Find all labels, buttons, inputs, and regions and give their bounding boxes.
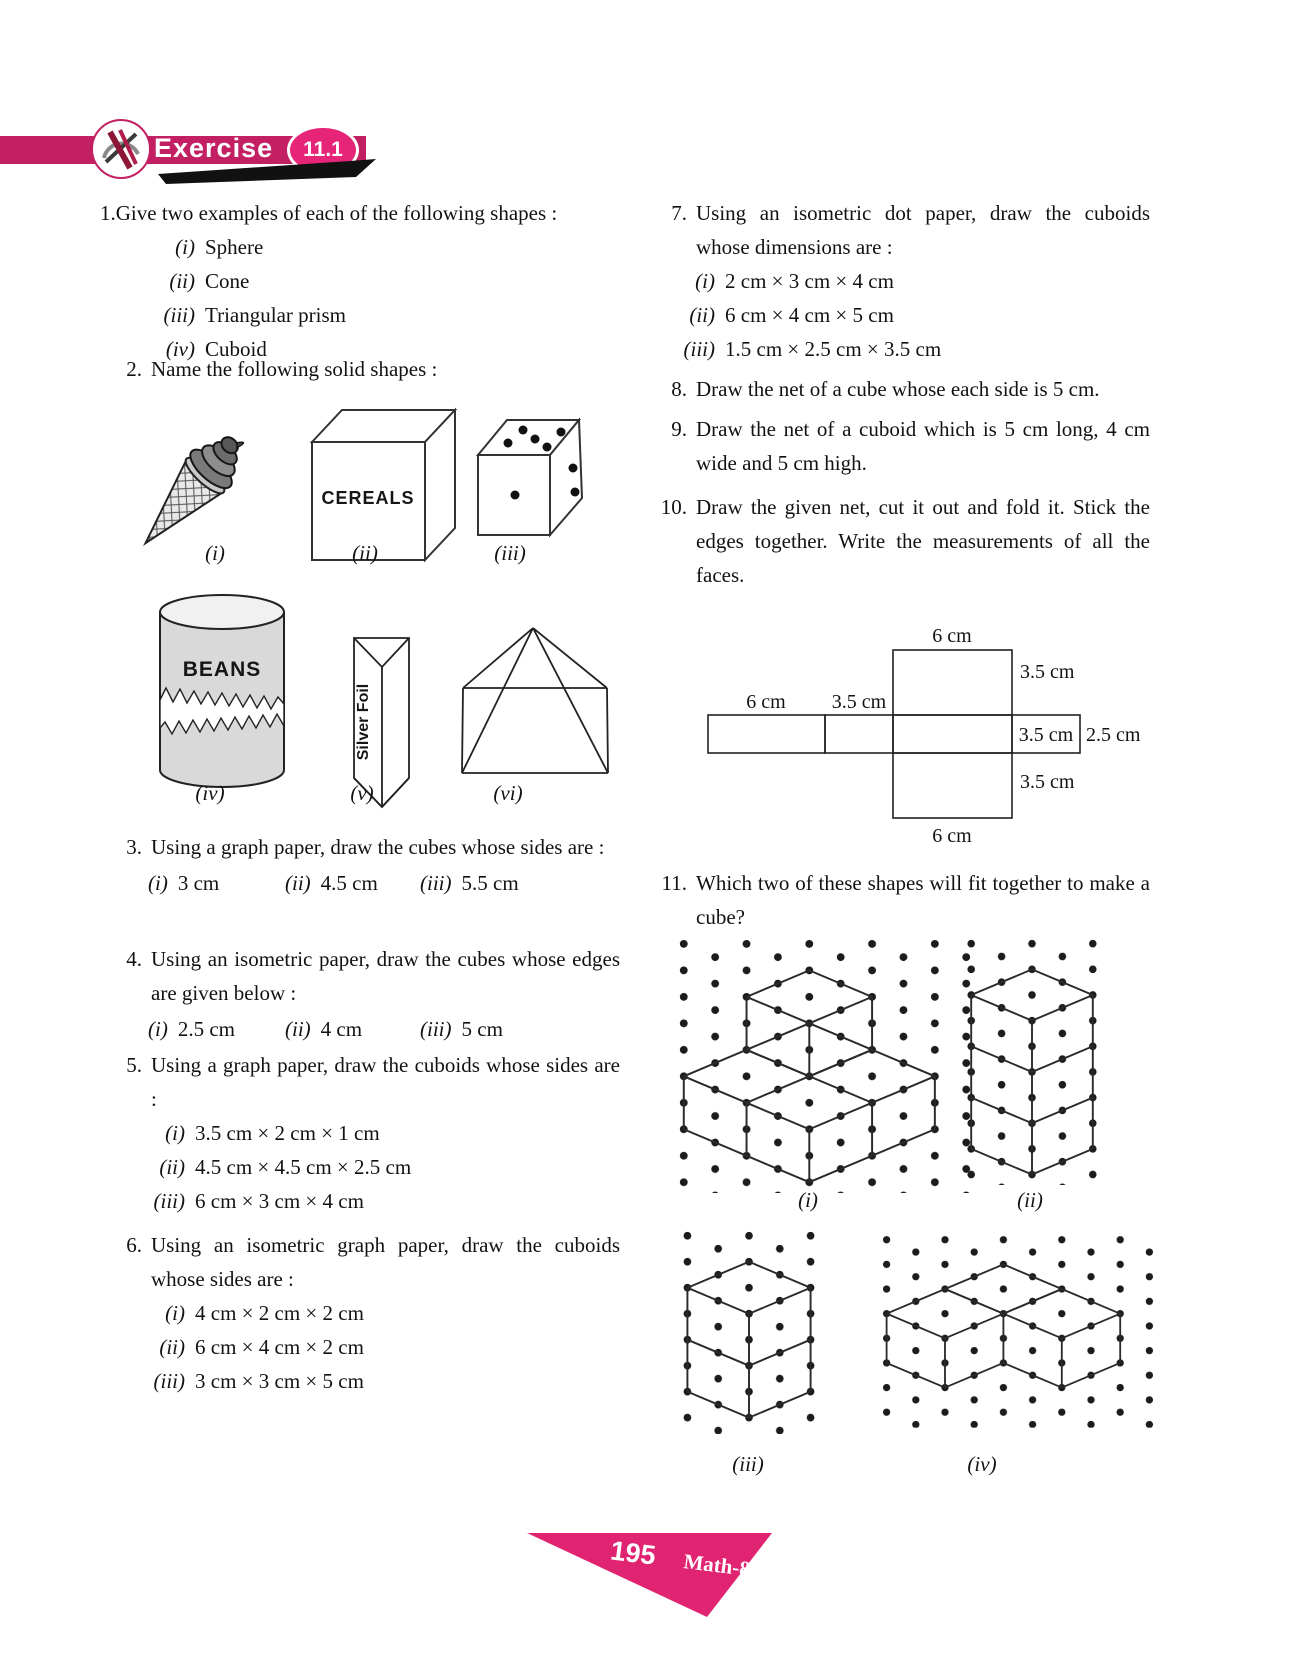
question-1	[100, 196, 620, 366]
beans-can-figure	[160, 595, 284, 787]
net-label-top-height: 3.5 cm	[1020, 661, 1075, 683]
figure-caption: (v)	[350, 781, 374, 805]
exercise-number-badge: 11.1	[287, 125, 359, 175]
net-label-bottom-height: 3.5 cm	[1020, 771, 1075, 793]
question-7-text: Using an isometric dot paper, draw the cuboids whose dimensions are :	[696, 201, 1150, 259]
list-item: (i) 2 cm × 3 cm × 4 cm	[695, 269, 894, 293]
iso-shape-i-figure	[668, 938, 982, 1193]
net-label-right-width: 2.5 cm	[1086, 724, 1141, 746]
list-item: (ii) 4.5 cm × 4.5 cm × 2.5 cm	[159, 1155, 412, 1179]
figure-caption: (ii)	[1017, 1188, 1043, 1212]
figure-caption: (iv)	[195, 781, 225, 805]
question-4-text: Using an isometric paper, draw the cubes whose edges are given below :	[151, 947, 620, 1005]
question-3: 3. Using a graph paper, draw the cubes whose sides are : (i) 3 cm (ii) 4.5 cm (iii) 5.5 cm	[100, 830, 620, 900]
list-item: (i) 4 cm × 2 cm × 2 cm	[165, 1301, 364, 1325]
question-10: 10. Draw the given net, cut it out and fold it. Stick the edges together. Write the measurements of all the faces.	[645, 490, 1150, 592]
figure-caption: (i)	[205, 541, 225, 565]
exercise-title: Exercise	[154, 133, 274, 163]
list-item: (i) 3.5 cm × 2 cm × 1 cm	[165, 1121, 380, 1145]
question-2: 2. Name the following solid shapes :	[100, 352, 620, 386]
pyramid-figure	[462, 628, 608, 773]
figure-caption: (iii)	[494, 541, 526, 565]
solid-shapes-row1-figure	[135, 392, 625, 564]
list-item: (iii) 3 cm × 3 cm × 5 cm	[153, 1369, 364, 1393]
ice-cream-cone-figure	[135, 421, 258, 560]
question-10-text: Draw the given net, cut it out and fold it. Stick the edges together. Write the measurements of all the faces.	[696, 495, 1150, 587]
question-1-text: 1.Give two examples of each of the following shapes :	[100, 201, 558, 225]
figure-caption: (i)	[798, 1188, 818, 1212]
cereals-label: CEREALS	[321, 488, 415, 508]
question-8: 8. Draw the net of a cube whose each side is 5 cm.	[645, 372, 1150, 406]
book-label: Math-8	[682, 1549, 752, 1582]
figure-caption: (iv)	[967, 1452, 997, 1476]
list-item: (iii) 1.5 cm × 2.5 cm × 3.5 cm	[683, 337, 942, 361]
question-5: 5. Using a graph paper, draw the cuboids whose sides are : (i) 3.5 cm × 2 cm × 1 cm (ii) 4.5 cm × 4.5 cm × 2.5 cm (iii) 6 cm × 3 cm × 4 cm	[100, 1048, 620, 1218]
solid-shapes-row2-figure	[135, 592, 625, 810]
question-11: 11. Which two of these shapes will fit together to make a cube?	[645, 866, 1150, 934]
net-label-top-width: 6 cm	[932, 625, 972, 647]
net-label-bottom-width: 6 cm	[932, 825, 972, 847]
list-item: (ii) Cone	[169, 269, 250, 293]
cereals-box-figure	[312, 410, 455, 560]
figure-caption: (iii)	[732, 1452, 764, 1476]
list-item: (iii) Triangular prism	[163, 303, 346, 327]
net-label-left2-width: 3.5 cm	[831, 691, 887, 713]
question-6-text: Using an isometric graph paper, draw the cuboids whose sides are :	[151, 1233, 620, 1291]
question-8-text: Draw the net of a cube whose each side is 5 cm.	[696, 377, 1100, 401]
net-label-mid-height: 3.5 cm	[1018, 724, 1074, 746]
footer-page-banner	[490, 1520, 810, 1630]
iso-shape-ii-figure	[956, 938, 1108, 1185]
list-item: (iv) Cuboid	[165, 337, 267, 361]
figure-caption: (vi)	[493, 781, 523, 805]
question-2-text: Name the following solid shapes :	[151, 357, 438, 381]
iso-shape-iii-figure	[672, 1230, 826, 1434]
list-item: (ii) 6 cm × 4 cm × 5 cm	[689, 303, 894, 327]
figure-caption: (ii)	[352, 541, 378, 565]
question-6: 6. Using an isometric graph paper, draw the cuboids whose sides are : (i) 4 cm × 2 cm × 2 cm (ii) 6 cm × 4 cm × 2 cm (iii) 3 cm × 3 cm × 5 cm	[100, 1228, 620, 1398]
question-4: 4. Using an isometric paper, draw the cubes whose edges are given below : (i) 2.5 cm (ii) 4 cm (iii) 5 cm	[100, 942, 620, 1046]
question-9-text: Draw the net of a cuboid which is 5 cm long, 4 cm wide and 5 cm high.	[696, 417, 1150, 475]
net-label-left-width: 6 cm	[746, 691, 786, 713]
page-number: 195	[608, 1535, 658, 1571]
question-9: 9. Draw the net of a cuboid which is 5 cm long, 4 cm wide and 5 cm high.	[645, 412, 1150, 480]
iso-shape-iv-figure	[872, 1234, 1164, 1428]
question-7: 7. Using an isometric dot paper, draw the cuboids whose dimensions are : (i) 2 cm × 3 cm × 4 cm (ii) 6 cm × 4 cm × 5 cm (iii) 1.5 cm × 2.5 cm × 3.5 cm	[645, 196, 1150, 366]
cuboid-net-figure	[660, 590, 1160, 858]
question-11-text: Which two of these shapes will fit together to make a cube?	[696, 871, 1150, 929]
beans-label: BEANS	[182, 658, 262, 681]
silver-foil-label: Silver Foil	[355, 683, 372, 761]
list-item: (iii) 6 cm × 3 cm × 4 cm	[153, 1189, 364, 1213]
dice-figure	[478, 420, 582, 535]
header-swoosh	[150, 158, 382, 190]
question-5-text: Using a graph paper, draw the cuboids whose sides are :	[151, 1053, 620, 1111]
list-item: (i) Sphere	[175, 235, 264, 259]
geometry-tools-icon	[90, 118, 152, 180]
question-3-text: Using a graph paper, draw the cubes whose sides are :	[151, 835, 605, 859]
list-item: (ii) 6 cm × 4 cm × 2 cm	[159, 1335, 364, 1359]
